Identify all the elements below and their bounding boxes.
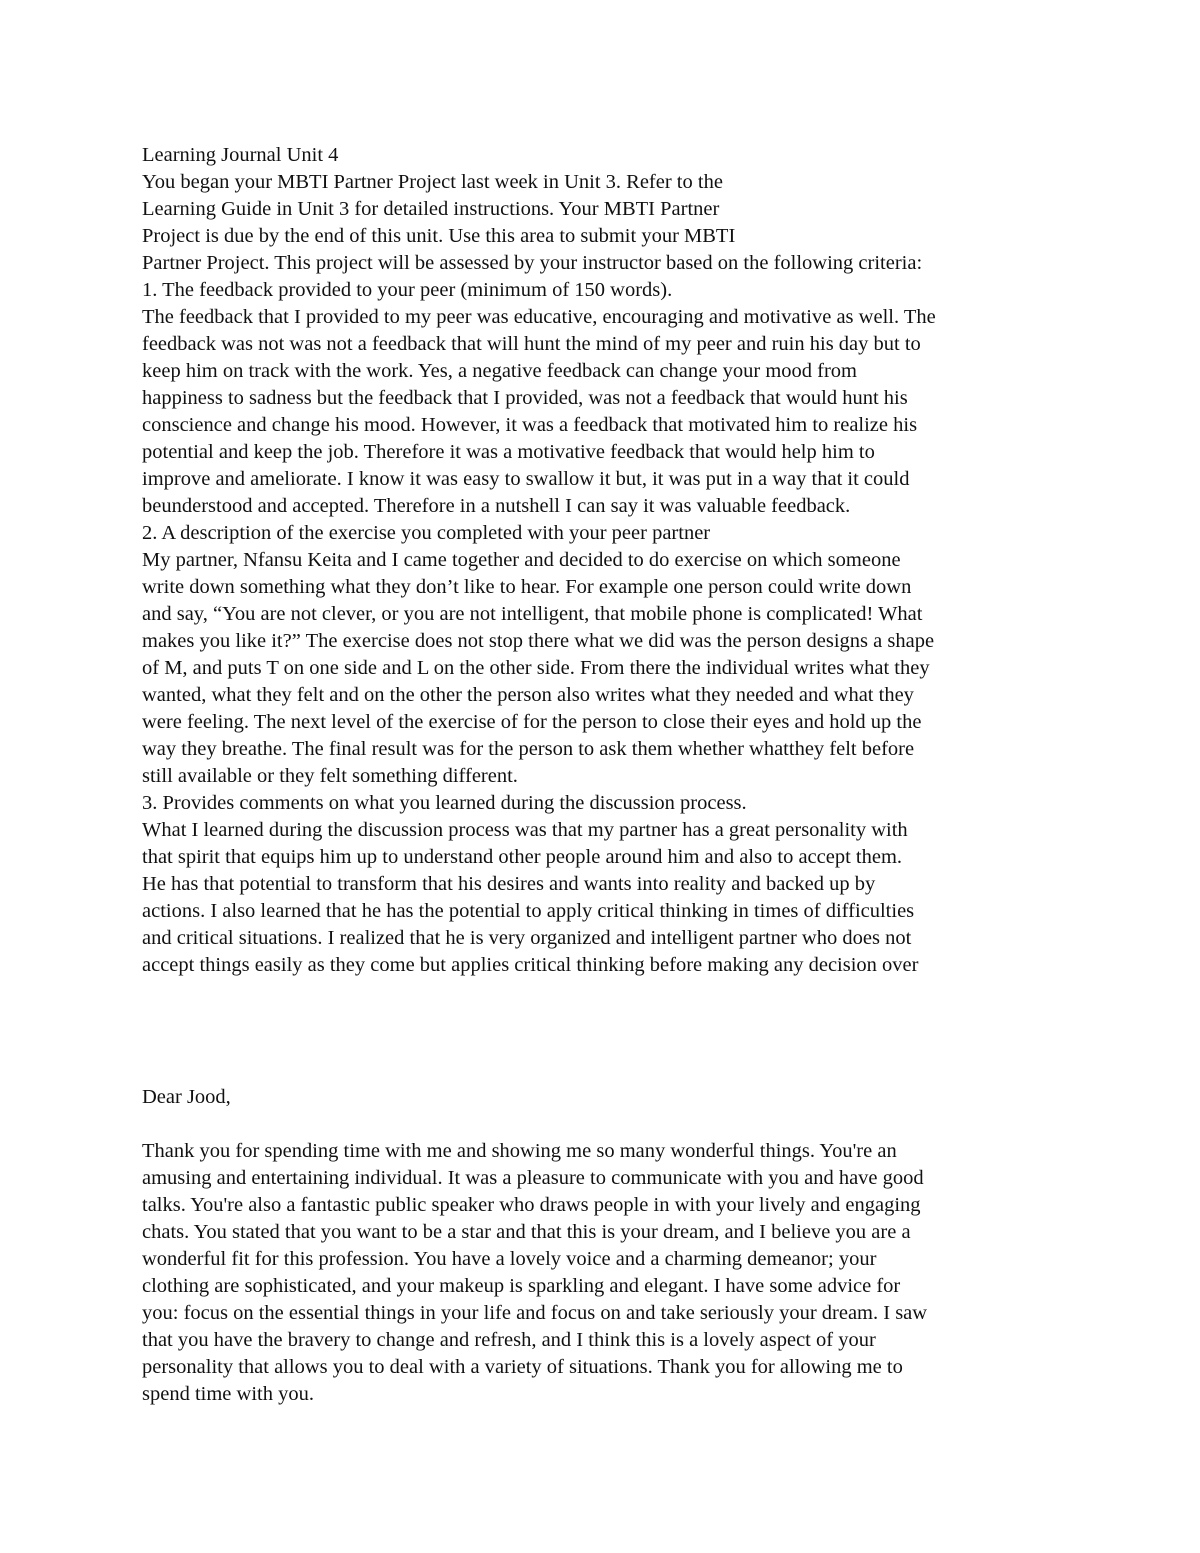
letter-body-line: that you have the bravery to change and refresh, and I think this is a lovely aspect of your [142,1329,876,1351]
letter-body-line: spend time with you. [142,1383,314,1405]
letter-body-line: chats. You stated that you want to be a star and that this is your dream, and I believe you are a [142,1221,911,1243]
criterion-1-body-line: beunderstood and accepted. Therefore in a nutshell I can say it was valuable feedback. [142,495,851,517]
criterion-2-body-line: of M, and puts T on one side and L on the other side. From there the individual writes what they [142,657,930,679]
assignment-instructions-line: Learning Guide in Unit 3 for detailed instructions. Your MBTI Partner [142,198,720,220]
criterion-3-body-line: accept things easily as they come but applies critical thinking before making any decision over [142,954,919,976]
criterion-1-heading: 1. The feedback provided to your peer (minimum of 150 words). [142,279,673,301]
criterion-2-body-line: still available or they felt something different. [142,765,518,787]
criterion-2-heading: 2. A description of the exercise you completed with your peer partner [142,522,711,544]
criterion-1-body-line: potential and keep the job. Therefore it was a motivative feedback that would help him to [142,441,875,463]
criterion-1-body-line: keep him on track with the work. Yes, a negative feedback can change your mood from [142,360,857,382]
letter-body-line: clothing are sophisticated, and your makeup is sparkling and elegant. I have some advice for [142,1275,901,1297]
blank-line [142,1111,1102,1138]
letter-salutation: Dear Jood, [142,1086,231,1108]
criterion-2-body-line: were feeling. The next level of the exercise of for the person to close their eyes and hold up the [142,711,922,733]
criterion-1-body-line: The feedback that I provided to my peer was educative, encouraging and motivative as well. The [142,306,936,328]
criterion-2-body-line: way they breathe. The final result was for the person to ask them whether whatthey felt before [142,738,915,760]
criterion-2-body-line: wanted, what they felt and on the other the person also writes what they needed and what they [142,684,914,706]
criterion-2-body-line: My partner, Nfansu Keita and I came together and decided to do exercise on which someone [142,549,901,571]
criterion-1-body-line: conscience and change his mood. However, it was a feedback that motivated him to realize his [142,414,918,436]
journal-section [142,142,1102,979]
criterion-3-body-line: and critical situations. I realized that he is very organized and intelligent partner who does not [142,927,912,949]
criterion-3-body-line: He has that potential to transform that his desires and wants into reality and backed up by [142,873,876,895]
letter-body-line: Thank you for spending time with me and showing me so many wonderful things. You're an [142,1140,897,1162]
criterion-3-body-line: that spirit that equips him up to understand other people around him and also to accept them. [142,846,903,868]
journal-title: Learning Journal Unit 4 [142,144,339,166]
criterion-3-body-line: actions. I also learned that he has the potential to apply critical thinking in times of difficulties [142,900,915,922]
criterion-3-body-line: What I learned during the discussion process was that my partner has a great personality with [142,819,908,841]
criterion-1-body-line: happiness to sadness but the feedback that I provided, was not a feedback that would hunt his [142,387,908,409]
assignment-instructions-line: You began your MBTI Partner Project last week in Unit 3. Refer to the [142,171,723,193]
criterion-1-body-line: feedback was not was not a feedback that will hunt the mind of my peer and ruin his day but to [142,333,921,355]
letter-section [142,1084,1102,1408]
letter-body-line: you: focus on the essential things in your life and focus on and take seriously your dream. I saw [142,1302,928,1324]
letter-body-line: wonderful fit for this profession. You have a lovely voice and a charming demeanor; your [142,1248,877,1270]
assignment-instructions-line: Partner Project. This project will be assessed by your instructor based on the following criteria: [142,252,923,274]
criterion-1-body-line: improve and ameliorate. I know it was easy to swallow it but, it was put in a way that it could [142,468,910,490]
criterion-3-heading: 3. Provides comments on what you learned during the discussion process. [142,792,747,814]
letter-body-line: personality that allows you to deal with a variety of situations. Thank you for allowing me to [142,1356,903,1378]
letter-body-line: talks. You're also a fantastic public speaker who draws people in with your lively and engaging [142,1194,921,1216]
criterion-2-body-line: makes you like it?” The exercise does not stop there what we did was the person designs a shape [142,630,935,652]
criterion-2-body-line: and say, “You are not clever, or you are not intelligent, that mobile phone is complicated! What [142,603,923,625]
letter-body-line: amusing and entertaining individual. It was a pleasure to communicate with you and have good [142,1167,924,1189]
assignment-instructions-line: Project is due by the end of this unit. Use this area to submit your MBTI [142,225,736,247]
criterion-2-body-line: write down something what they don’t like to hear. For example one person could write down [142,576,912,598]
